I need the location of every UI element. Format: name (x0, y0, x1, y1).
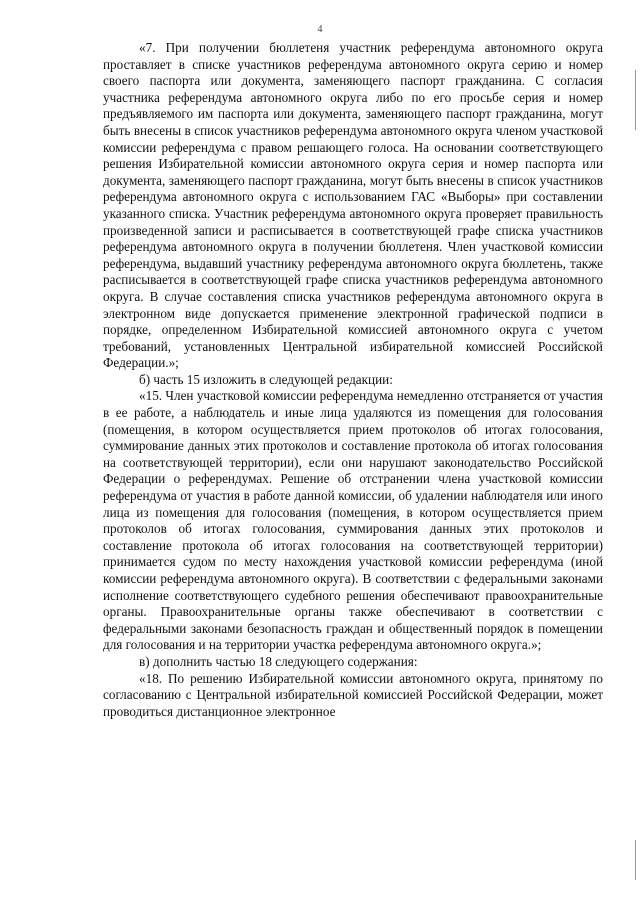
scan-margin-mark (635, 70, 636, 130)
page-number: 4 (317, 24, 323, 35)
document-body (103, 40, 603, 720)
paragraph-instruction-v: в) дополнить частью 18 следующего содержания: (139, 653, 418, 669)
paragraph-instruction-b: б) часть 15 изложить в следующей редакции: (139, 371, 393, 387)
scan-margin-mark (635, 840, 636, 880)
paragraph-item-15: «15. Член участковой комиссии референдума немедленно отстраняется от участия в ее работе, а наблюдатель и иные лица удаляются из помещения для голосования (помещения, в котором осуществляется прием протоколов об итогах голосования, суммирование данных этих протоколов и составление протокола об итогах голосования на соответствующей территории), если они нарушают законодательство Российской Федерации о референдумах. Решение об отстранении члена участковой комиссии референдума от участия в работе данной комиссии, об удалении наблюдателя или иного лица из помещения для голосования (помещения, в котором осуществляется прием протоколов об итогах голосования, суммирования данных этих протоколов и составление протокола об итогах голосования на соответствующей территории) принимается судом по месту нахождения участковой комиссии референдума (иной комиссии референдума автономного округа). В соответствии с федеральными законами исполнение соответствующего судебного решения обеспечивают правоохранительные органы. Правоохранительные органы также обеспечивают в соответствии с федеральными законами безопасность граждан и общественный порядок в помещении для голосования и на территории участка референдума автономного округа.»; (103, 388, 603, 653)
paragraph-item-7: «7. При получении бюллетеня участник референдума автономного округа проставляет в списке участников референдума автономного округа серию и номер своего паспорта или документа, заменяющего паспорт гражданина. С согласия участника референдума автономного округа либо по его просьбе серия и номер предъявляемого им паспорта или документа, заменяющего паспорт гражданина, могут быть внесены в список участников референдума автономного округа членом участковой комиссии референдума с правом решающего голоса. На основании соответствующего решения Избирательной комиссии автономного округа серия и номер паспорта или документа, заменяющего паспорт гражданина, могут быть внесены в список участников референдума автономного округа с использованием ГАС «Выборы» при составлении указанного списка. Участник референдума автономного округа проверяет правильность произведенной записи и расписывается в соответствующей графе списка участников референдума автономного округа в получении бюллетеня. Член участковой комиссии референдума, выдавший участнику референдума автономного округа бюллетень, также расписывается в соответствующей графе списка участников референдума автономного округа. В случае составления списка участников референдума автономного округа в электронном виде допускается применение электронной графической подписи в порядке, определенном Избирательной комиссией автономного округа с учетом требований, установленных Центральной избирательной комиссией Российской Федерации.»; (103, 40, 603, 371)
paragraph-item-18: «18. По решению Избирательной комиссии автономного округа, принятому по согласованию с Центральной избирательной комиссией Российской Федерации, может проводиться дистанционное электронное (103, 670, 603, 719)
